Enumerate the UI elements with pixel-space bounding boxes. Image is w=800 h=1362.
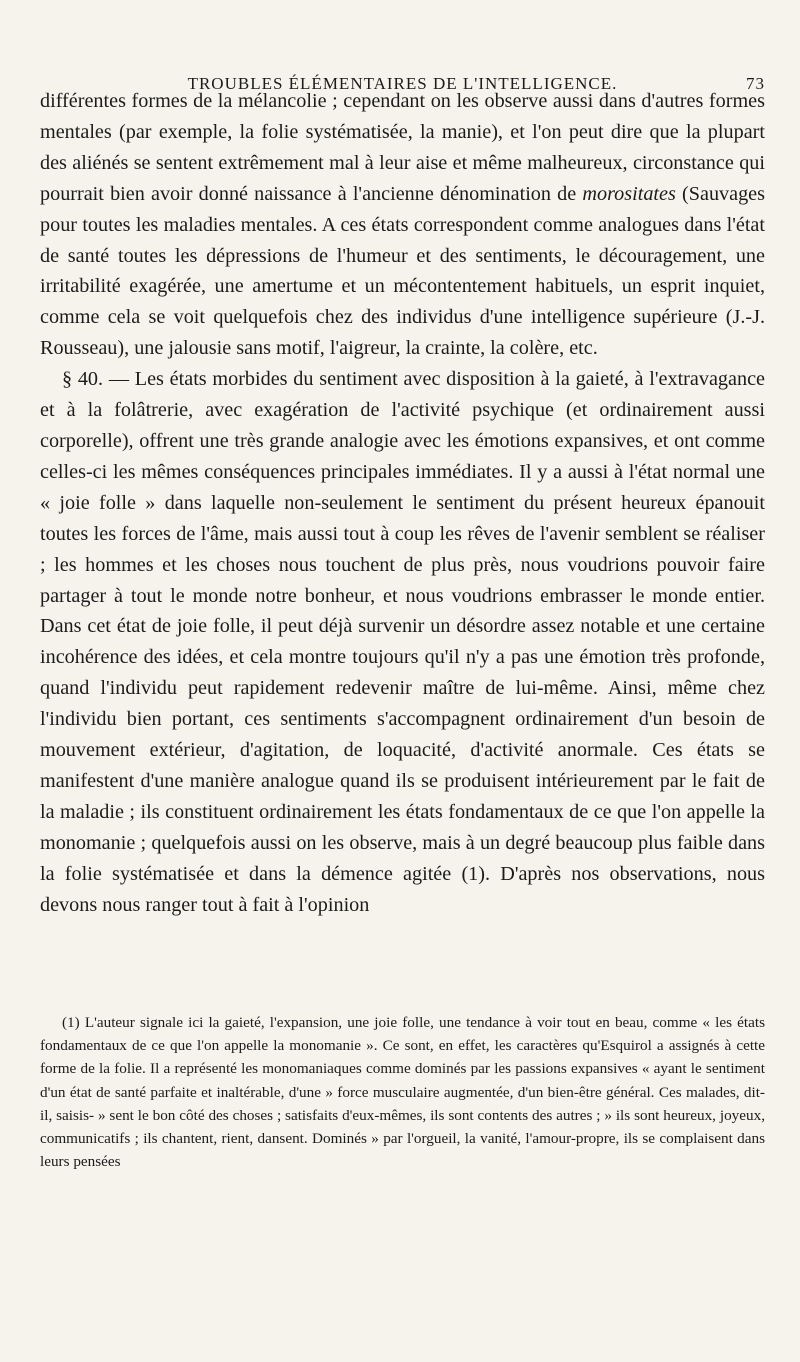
footnotes	[40, 1011, 765, 1173]
paragraph-1-part-b: (Sauvages pour toutes les maladies mentales. A ces états correspondent comme analogues dans l'état de santé toutes les dépressions de l'humeur et des sentiments, le découragement, une irritabilité exagérée, une amertume et un mécontentement habituels, un esprit inquiet, comme cela se voit quelquefois chez des individus d'une intelligence supérieure (J.-J. Rousseau), une jalousie sans motif, l'aigreur, la crainte, la colère, etc.	[40, 182, 766, 360]
running-title: TROUBLES ÉLÉMENTAIRES DE L'INTELLIGENCE.	[187, 74, 618, 93]
footnote-1: (1) L'auteur signale ici la gaieté, l'expansion, une joie folle, une tendance à voir tout en beau, comme « les états fondamentaux de ce que l'on appelle la monomanie ». Ce sont, en effet, les caractères qu'Esquirol a assignés à cette forme de la folie. Il a représenté les monomaniaques comme dominés par les passions expansives « ayant le sentiment d'un état de santé parfaite et inaltérable, d'une » force musculaire augmentée, d'un bien-être général. Ces malades, dit-il, saisis- » sent le bon côté des choses ; satisfaits d'eux-mêmes, ils sont contents des autres ; » ils sont heureux, joyeux, communicatifs ; ils chantent, rient, dansent. Dominés » par l'orgueil, la vanité, l'amour-propre, ils se complaisent dans leurs pensées	[40, 1014, 765, 1171]
paragraph-1-part-a: différentes formes de la mélancolie ; cependant on les observe aussi dans d'autres formes mentales (par exemple, la folie systématisée, la manie), et l'on peut dire que la plupart des aliénés se sentent extrêmement mal à leur aise et même malheureux, circonstance qui pourrait bien avoir donné naissance à l'ancienne dénomination de	[40, 90, 765, 205]
paragraph-section-40: § 40. — Les états morbides du sentiment avec disposition à la gaieté, à l'extravagance et à la folâtrerie, avec exagération de l'activité psychique (et ordinairement aussi corporelle), offrent une très grande analogie avec les émotions expansives, et ont comme celles-ci les mêmes conséquences principales immédiates. Il y a aussi à l'état normal une « joie folle » dans laquelle non-seulement le sentiment du présent heureux épanouit toutes les forces de l'âme, mais aussi tout à coup les rêves de l'avenir semblent se réaliser ; les hommes et les choses nous touchent de plus près, nous voudrions pouvoir faire partager à tout le monde notre bonheur, et nous voudrions embrasser le monde entier. Dans cet état de joie folle, il peut déjà survenir un désordre assez notable et une certaine incohérence des idées, et cela montre toujours qu'il n'y a pas une émotion très profonde, quand l'individu peut rapidement redevenir maître de lui-même. Ainsi, même chez l'individu bien portant, ces sentiments s'accompagnent ordinairement d'un besoin de mouvement extérieur, d'agitation, de loquacité, d'activité anormale. Ces états se manifestent d'une manière analogue quand ils se produisent intérieurement par le fait de la maladie ; ils constituent ordinairement les états fondamentaux de ce que l'on appelle la monomanie ; quelquefois aussi on les observe, mais à un degré beaucoup plus faible dans la folie systématisée et dans la démence agitée (1). D'après nos observations, nous devons nous ranger tout à fait à l'opinion	[40, 368, 765, 916]
paragraph-continued	[40, 86, 765, 364]
main-text	[40, 86, 765, 920]
page-number: 73	[746, 74, 765, 93]
paragraph-1-latin-term: morositates	[582, 182, 676, 205]
